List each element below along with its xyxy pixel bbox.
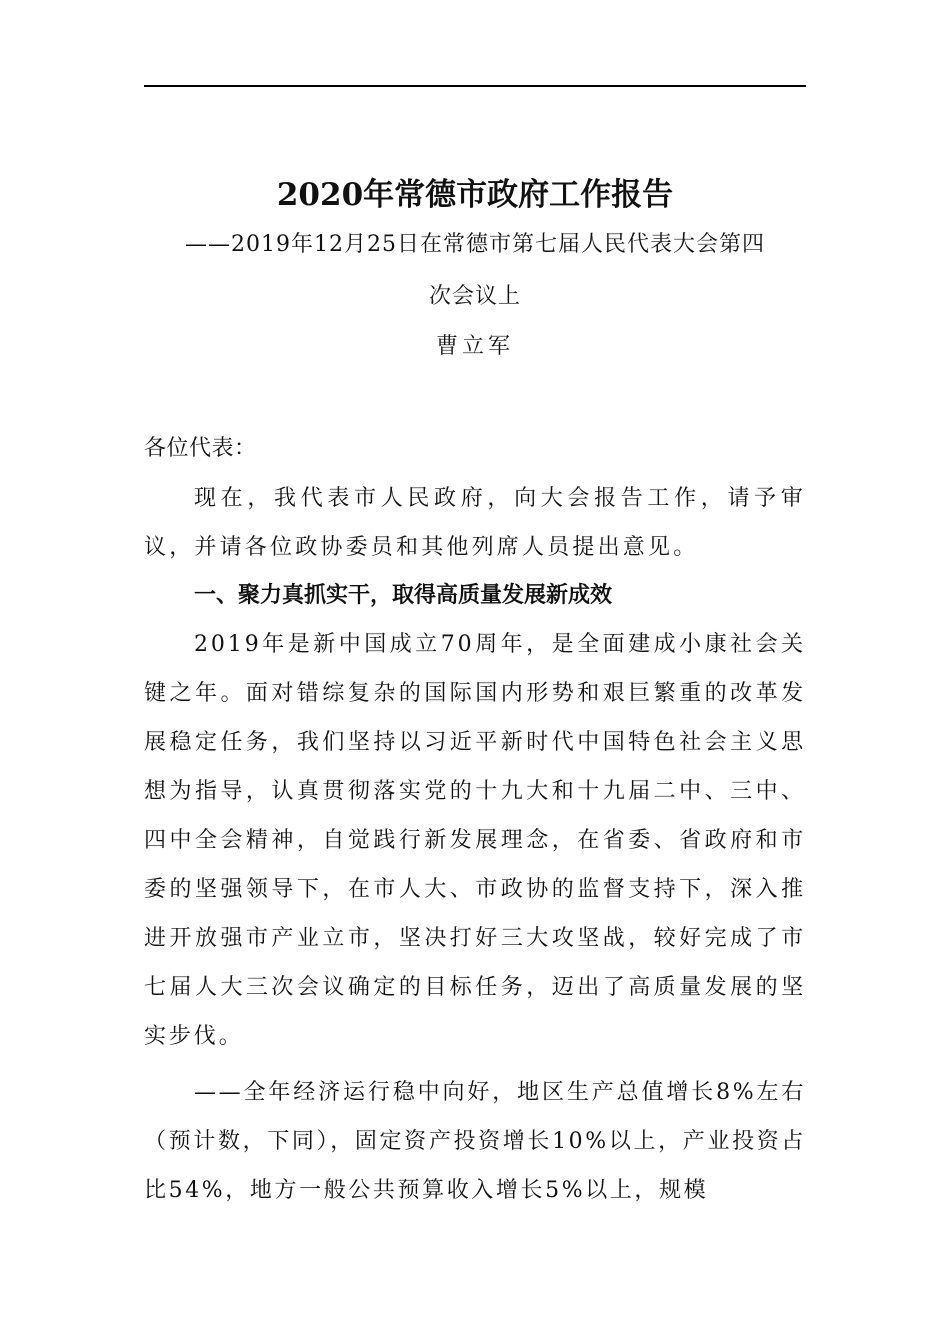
document-title: 2020年常德市政府工作报告 [276, 177, 674, 213]
subtitle-line-2: 次会议上 [428, 284, 521, 309]
body-paragraph-economy: ——全年经济运行稳中向好，地区生产总值增长8%左右（预计数，下同），固定资产投资增长10%以上，产业投资占比54%，地方一般公共预算收入增长5%以上，规模 [144, 1080, 806, 1203]
body-paragraph-2019-review: 2019年是新中国成立70周年，是全面建成小康社会关键之年。面对错综复杂的国际国内形势和艰巨繁重的改革发展稳定任务，我们坚持以习近平新时代中国特色社会主义思想为指导，认真贯彻落实党的十九大和十九届二中、三中、四中全会精神，自觉践行新发展理念，在省委、省政府和市委的坚强领导下，在市人大、市政协的监督支持下，深入推进开放强市产业立市，坚决打好三大攻坚战，较好完成了市七届人大三次会议确定的目标任务，迈出了高质量发展的坚实步伐。 [144, 632, 806, 1049]
author-name: 曹立军 [435, 334, 514, 359]
section-heading-1: 一、聚力真抓实干，取得高质量发展新成效 [194, 583, 613, 608]
subtitle-line-1: ——2019年12月25日在常德市第七届人民代表大会第四 [185, 232, 765, 257]
opening-paragraph: 现在，我代表市人民政府，向大会报告工作，请予审议，并请各位政协委员和其他列席人员提出意见。 [144, 486, 806, 560]
header-rule [144, 85, 806, 87]
salutation: 各位代表： [144, 436, 257, 461]
